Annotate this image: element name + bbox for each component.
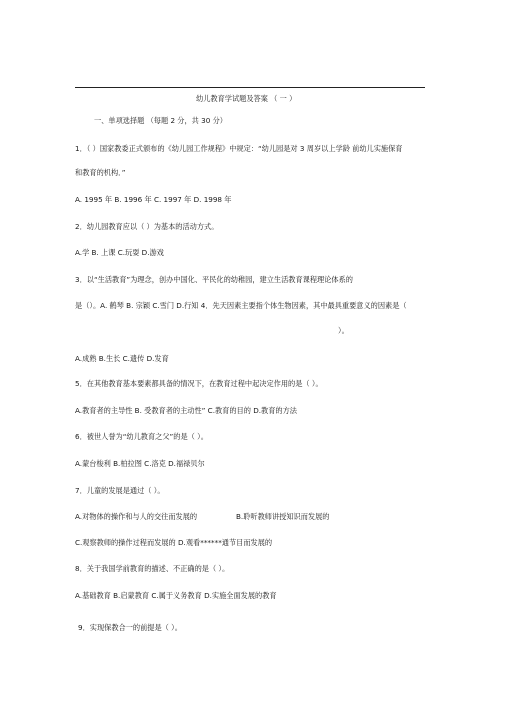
page-title: 幼儿教育学试题及答案 （ 一 ） [196, 94, 297, 103]
question-1-line-2: 和教育的机构．” [75, 168, 126, 177]
top-rule [75, 87, 425, 88]
question-1-options: A. 1995 年 B. 1996 年 C. 1997 年 D. 1998 年 [75, 195, 232, 204]
question-1-line-1: 1．（ ）国家教委正式颁布的《幼儿园工作规程》中规定：“幼儿园是对 3 周岁以上学龄 前幼儿实施保育 [75, 144, 403, 153]
question-5-options: A.教育者的主导性 B. 受教育者的主动性” C.教育的目的 D.教育的方法 [75, 406, 297, 415]
question-3-line-2: 是（）。A. 鹤琴 B. 宗颖 C.雪门 D.行知 4．先天因素主要指个体生物因素，其中最具重要意义的因素是（ [75, 301, 407, 310]
question-8-options: A.基础教育 B.启蒙教育 C.属于义务教育 D.实施全面发展的教育 [75, 591, 277, 600]
question-7-option-a: A.对物体的操作和与人的交往而发展的 [75, 512, 198, 521]
question-3-line-1: 3．以“生活教育”为理念，创办中国化、平民化的幼稚园，建立生活教育课程理论体系的 [75, 275, 353, 284]
section-heading: 一、单项选择题 （每题 2 分，共 30 分） [94, 116, 227, 125]
question-9: 9．实现保教合一的前提是（ ）。 [78, 623, 182, 632]
question-7-options-cd: C.观察教师的操作过程而发展的 D.观看******通节目而发展的 [75, 538, 273, 547]
question-2-options: A.学 B. 上课 C.玩耍 D.游戏 [75, 248, 164, 257]
question-6: 6．被世人誉为“幼儿教育之父”的是（ ）。 [75, 432, 208, 441]
question-2: 2．幼儿园教育应以（ ）为基本的活动方式。 [75, 222, 219, 231]
question-7-option-b: B.聆听教师讲授知识而发展的 [236, 512, 330, 521]
question-4-options: A.成熟 B.生长 C.遗传 D.发育 [75, 354, 169, 363]
question-7: 7．儿童的发展是通过（ ）。 [75, 486, 165, 495]
question-4-close: ）。 [338, 326, 349, 335]
question-5: 5．在其他教育基本要素都具备的情况下，在教育过程中起决定作用的是（ ）。 [75, 379, 323, 388]
question-8: 8．关于我国学前教育的描述、不正确的是（ ）。 [75, 564, 230, 573]
question-6-options: A.蒙台梭利 B.柏拉图 C.洛克 D.福禄贝尔 [75, 459, 205, 468]
